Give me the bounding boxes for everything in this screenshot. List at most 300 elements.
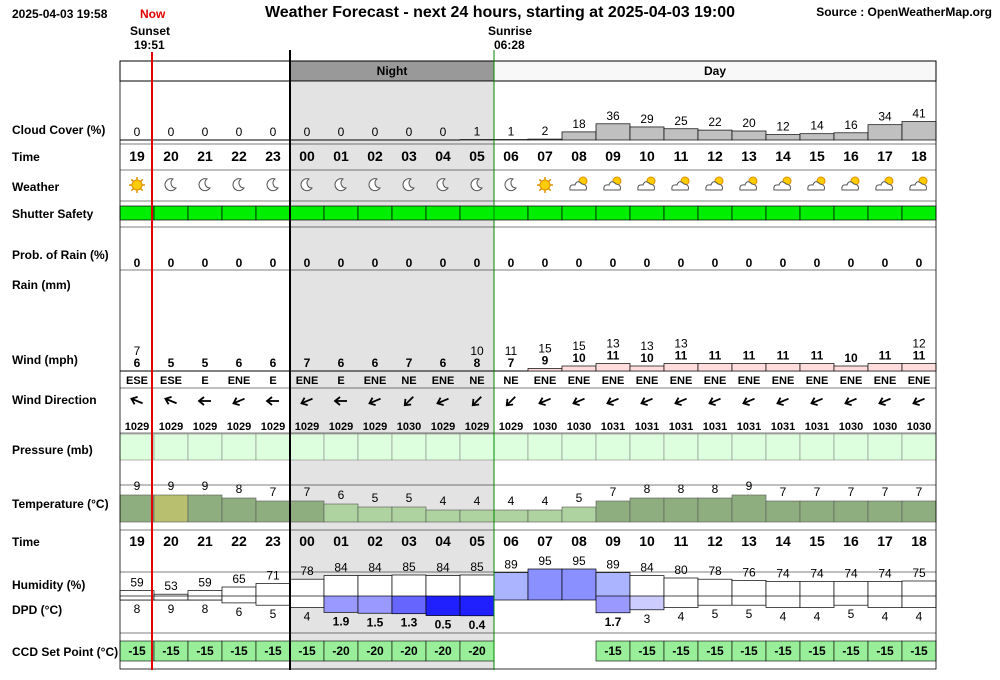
shutter-cell — [290, 206, 324, 220]
wind-speed-value: 11 — [606, 348, 620, 363]
pressure-value: 1031 — [634, 421, 660, 433]
cloud-value: 16 — [844, 117, 858, 132]
wind-arrow-icon — [507, 397, 515, 405]
humidity-value: 76 — [742, 565, 756, 580]
dpd-bar — [154, 596, 188, 600]
humidity-value: 78 — [300, 564, 314, 579]
moon-icon — [267, 179, 278, 191]
temperature-value: 4 — [541, 494, 549, 508]
prob-rain-value: 0 — [813, 256, 821, 270]
time-label: 13 — [741, 148, 757, 164]
dpd-bar — [902, 596, 936, 608]
pressure-cell — [324, 434, 358, 460]
humidity-value: 53 — [164, 579, 178, 594]
wind-dir-label: E — [201, 375, 209, 387]
time-label: 04 — [435, 533, 451, 549]
pressure-cell — [630, 434, 664, 460]
temperature-bar — [460, 510, 494, 522]
time-label: 13 — [741, 533, 757, 549]
shutter-cell — [902, 206, 936, 220]
wind-arrow-icon — [845, 398, 856, 405]
cloud-value: 20 — [742, 116, 756, 130]
temperature-bar — [630, 498, 664, 522]
dpd-bar — [834, 596, 868, 605]
pressure-value: 1031 — [804, 421, 830, 433]
pressure-value: 1031 — [600, 421, 626, 433]
dpd-bar — [256, 596, 290, 605]
wind-arrow-icon — [777, 398, 788, 405]
partly-cloudy-icon — [876, 177, 893, 190]
prob-rain-value: 0 — [439, 256, 447, 270]
temperature-bar — [800, 501, 834, 522]
pressure-value: 1031 — [702, 421, 728, 433]
time-label: 14 — [775, 533, 791, 549]
wind-dir-label: ENE — [907, 375, 931, 387]
temperature-value: 7 — [303, 485, 311, 499]
pressure-value: 1029 — [430, 421, 456, 433]
humidity-value: 71 — [266, 568, 280, 583]
shutter-cell — [188, 206, 222, 220]
dpd-value: 1.7 — [604, 614, 622, 629]
cloud-value: 0 — [439, 125, 447, 139]
shutter-cell — [732, 206, 766, 220]
ccd-value: -15 — [672, 644, 690, 658]
wind-speed-value: 8 — [473, 356, 481, 370]
partly-cloudy-icon — [570, 177, 587, 190]
time-label: 21 — [197, 148, 213, 164]
temperature-value: 4 — [473, 494, 481, 508]
dpd-value: 0.4 — [468, 617, 486, 632]
ccd-value: -20 — [332, 644, 350, 658]
row-label-dpd: DPD (°C) — [12, 603, 63, 617]
cloud-value: 1 — [473, 124, 481, 139]
sunrise-time: 06:28 — [494, 38, 525, 52]
time-label: 22 — [231, 148, 247, 164]
temperature-value: 7 — [609, 485, 617, 499]
shutter-cell — [800, 206, 834, 220]
prob-rain-value: 0 — [881, 256, 889, 270]
temperature-value: 4 — [439, 494, 447, 508]
pressure-cell — [290, 434, 324, 460]
dpd-value: 1.9 — [332, 614, 350, 629]
temperature-bar — [256, 501, 290, 522]
pressure-cell — [732, 434, 766, 460]
wind-speed-value: 6 — [235, 356, 243, 370]
wind-dir-label: ENE — [431, 375, 455, 387]
row-label-ccd: CCD Set Point (°C) — [12, 645, 119, 659]
dpd-value: 1.5 — [366, 615, 384, 630]
wind-speed-value: 6 — [439, 356, 447, 370]
ccd-value: -20 — [468, 644, 486, 658]
ccd-value: -15 — [740, 644, 758, 658]
prob-rain-value: 0 — [473, 256, 481, 270]
wind-gust-value: 12 — [912, 336, 926, 351]
ccd-value: -15 — [842, 644, 860, 658]
pressure-cell — [698, 434, 732, 460]
wind-gust-value: 13 — [606, 336, 620, 351]
wind-arrow-icon — [811, 398, 822, 405]
temperature-value: 7 — [813, 485, 821, 499]
temperature-bar — [596, 501, 630, 522]
wind-bar — [902, 364, 936, 372]
shutter-cell — [562, 206, 596, 220]
wind-dir-label: ENE — [567, 375, 591, 387]
dpd-value: 5 — [847, 607, 855, 622]
cloud-bar — [630, 127, 664, 140]
pressure-value: 1029 — [192, 421, 218, 433]
cloud-value: 0 — [405, 125, 413, 139]
cloud-bar — [528, 139, 562, 140]
prob-rain-value: 0 — [269, 256, 277, 270]
wind-bar — [800, 364, 834, 372]
ccd-value: -15 — [196, 644, 214, 658]
dpd-bar — [698, 596, 732, 605]
shutter-cell — [120, 206, 154, 220]
moon-icon — [233, 179, 244, 191]
pressure-cell — [766, 434, 800, 460]
shutter-cell — [154, 206, 188, 220]
partly-cloudy-icon — [910, 177, 927, 190]
dpd-bar — [596, 596, 630, 613]
temperature-value: 5 — [405, 491, 413, 505]
time-label: 00 — [299, 533, 315, 549]
prob-rain-value: 0 — [643, 256, 651, 270]
cloud-value: 41 — [912, 106, 926, 121]
wind-dir-label: ESE — [159, 375, 183, 387]
pressure-value: 1030 — [532, 421, 558, 433]
partly-cloudy-icon — [808, 177, 825, 190]
dpd-value: 4 — [303, 609, 311, 624]
wind-arrow-icon — [199, 397, 211, 405]
pressure-cell — [664, 434, 698, 460]
shutter-cell — [528, 206, 562, 220]
pressure-cell — [868, 434, 902, 460]
shutter-cell — [596, 206, 630, 220]
humidity-value: 84 — [334, 560, 348, 575]
wind-dir-label: ENE — [669, 375, 693, 387]
dpd-bar — [392, 596, 426, 614]
wind-dir-label: ESE — [125, 375, 149, 387]
wind-arrow-icon — [607, 398, 618, 405]
wind-speed-value: 7 — [405, 356, 413, 370]
pressure-cell — [358, 434, 392, 460]
time-label: 06 — [503, 533, 519, 549]
dpd-value: 6 — [235, 604, 243, 619]
pressure-value: 1031 — [668, 421, 694, 433]
dpd-bar — [426, 596, 460, 616]
time-label: 21 — [197, 533, 213, 549]
prob-rain-value: 0 — [235, 256, 243, 270]
cloud-value: 1 — [507, 124, 515, 139]
wind-dir-label: E — [337, 375, 345, 387]
row-label-wind-dir: Wind Direction — [12, 393, 97, 407]
pressure-value: 1029 — [226, 421, 252, 433]
ccd-value: -15 — [128, 644, 146, 658]
temperature-bar — [528, 510, 562, 522]
temperature-value: 9 — [167, 479, 175, 493]
temperature-value: 7 — [915, 485, 923, 499]
wind-speed-value: 5 — [201, 356, 209, 370]
row-label-rain: Rain (mm) — [12, 278, 71, 292]
shutter-cell — [324, 206, 358, 220]
humidity-bar — [528, 569, 562, 600]
prob-rain-value: 0 — [133, 256, 141, 270]
time-label: 19 — [129, 148, 145, 164]
cloud-bar — [732, 131, 766, 140]
humidity-bar — [562, 569, 596, 600]
time-label: 14 — [775, 148, 791, 164]
wind-bar — [834, 366, 868, 371]
humidity-value: 95 — [572, 554, 586, 568]
partly-cloudy-icon — [740, 177, 757, 190]
ccd-value: -15 — [230, 644, 248, 658]
pressure-cell — [562, 434, 596, 460]
temperature-bar — [664, 498, 698, 522]
pressure-cell — [528, 434, 562, 460]
time-label: 22 — [231, 533, 247, 549]
sun-icon — [129, 177, 145, 193]
pressure-cell — [460, 434, 494, 460]
prob-rain-value: 0 — [711, 256, 719, 270]
pressure-value: 1030 — [566, 421, 592, 433]
pressure-value: 1030 — [906, 421, 932, 433]
shutter-cell — [222, 206, 256, 220]
pressure-cell — [596, 434, 630, 460]
cloud-value: 0 — [269, 125, 277, 139]
pressure-value: 1031 — [770, 421, 796, 433]
wind-arrow-icon — [165, 397, 176, 404]
time-label: 15 — [809, 533, 825, 549]
temperature-value: 8 — [711, 482, 719, 496]
wind-speed-value: 11 — [776, 348, 790, 363]
prob-rain-value: 0 — [405, 256, 413, 270]
cloud-bar — [766, 135, 800, 140]
now-label: Now — [140, 7, 166, 21]
partly-cloudy-icon — [706, 177, 723, 190]
cloud-value: 22 — [708, 115, 722, 130]
dpd-value: 8 — [201, 602, 209, 616]
shutter-cell — [868, 206, 902, 220]
dpd-value: 4 — [813, 609, 821, 624]
wind-speed-value: 10 — [844, 351, 858, 365]
wind-gust-value: 13 — [640, 339, 654, 353]
temperature-value: 4 — [507, 494, 515, 508]
cloud-bar — [596, 124, 630, 140]
time-label: 00 — [299, 148, 315, 164]
temperature-bar — [290, 501, 324, 522]
pressure-cell — [800, 434, 834, 460]
cloud-value: 0 — [167, 125, 175, 139]
prob-rain-value: 0 — [779, 256, 787, 270]
time-label: 08 — [571, 533, 587, 549]
ccd-value: -15 — [298, 644, 316, 658]
ccd-value: -15 — [808, 644, 826, 658]
temperature-value: 9 — [201, 479, 209, 493]
dpd-value: 0.5 — [434, 617, 452, 632]
shutter-cell — [426, 206, 460, 220]
dpd-value: 3 — [643, 611, 651, 626]
time-label: 08 — [571, 148, 587, 164]
dpd-bar — [766, 596, 800, 608]
time-label: 15 — [809, 148, 825, 164]
temperature-bar — [358, 507, 392, 522]
time-label: 16 — [843, 533, 859, 549]
time-label: 23 — [265, 148, 281, 164]
pressure-cell — [222, 434, 256, 460]
humidity-value: 74 — [844, 566, 858, 581]
timestamp: 2025-04-03 19:58 — [12, 7, 108, 21]
shutter-cell — [460, 206, 494, 220]
wind-speed-value: 6 — [337, 356, 345, 370]
humidity-value: 84 — [640, 560, 654, 575]
wind-dir-label: NE — [469, 375, 485, 387]
period-bar-evening — [120, 61, 290, 81]
time-label: 02 — [367, 533, 383, 549]
temperature-bar — [426, 510, 460, 522]
pressure-value: 1030 — [396, 421, 422, 433]
cloud-value: 18 — [572, 116, 586, 131]
period-label-night: Night — [376, 64, 408, 78]
cloud-value: 34 — [878, 109, 892, 124]
pressure-value: 1029 — [498, 421, 524, 433]
time-label: 02 — [367, 148, 383, 164]
pressure-cell — [426, 434, 460, 460]
row-label-humidity: Humidity (%) — [12, 578, 86, 592]
partly-cloudy-icon — [774, 177, 791, 190]
wind-arrow-icon — [675, 398, 686, 405]
dpd-bar — [290, 596, 324, 608]
temperature-bar — [392, 507, 426, 522]
shutter-cell — [494, 206, 528, 220]
ccd-value: -15 — [876, 644, 894, 658]
dpd-value: 4 — [915, 609, 923, 624]
dpd-bar — [664, 596, 698, 608]
cloud-value: 0 — [303, 125, 311, 139]
cloud-bar — [902, 122, 936, 140]
dpd-value: 4 — [779, 609, 787, 624]
time-label: 19 — [129, 533, 145, 549]
prob-rain-value: 0 — [915, 256, 923, 270]
pressure-value: 1030 — [838, 421, 864, 433]
temperature-bar — [562, 507, 596, 522]
wind-dir-label: ENE — [363, 375, 387, 387]
wind-arrow-icon — [879, 398, 890, 405]
temperature-value: 8 — [643, 482, 651, 496]
wind-gust-value: 10 — [470, 344, 484, 358]
time-label: 07 — [537, 148, 553, 164]
wind-gust-value: 11 — [504, 344, 518, 358]
time-label: 03 — [401, 148, 417, 164]
dpd-bar — [324, 596, 358, 612]
time-label: 10 — [639, 533, 655, 549]
cloud-value: 0 — [235, 125, 243, 139]
shutter-cell — [664, 206, 698, 220]
ccd-value: -20 — [400, 644, 418, 658]
pressure-value: 1029 — [362, 421, 388, 433]
humidity-value: 78 — [708, 564, 722, 579]
row-label-weather: Weather — [12, 180, 60, 194]
dpd-bar — [120, 596, 154, 600]
time-label: 05 — [469, 148, 485, 164]
cloud-bar — [800, 134, 834, 140]
prob-rain-value: 0 — [337, 256, 345, 270]
temperature-bar — [188, 495, 222, 522]
temperature-value: 7 — [881, 485, 889, 499]
wind-speed-value: 11 — [674, 348, 688, 363]
wind-arrow-icon — [233, 398, 244, 405]
wind-speed-value: 11 — [878, 348, 892, 363]
dpd-value: 9 — [167, 602, 175, 616]
pressure-cell — [902, 434, 936, 460]
temperature-value: 7 — [269, 485, 277, 499]
sunrise-label: Sunrise — [488, 24, 533, 38]
wind-gust-value: 15 — [572, 339, 586, 353]
humidity-value: 59 — [130, 575, 144, 590]
humidity-value: 89 — [504, 557, 518, 572]
wind-dir-label: NE — [503, 375, 519, 387]
pressure-cell — [834, 434, 868, 460]
ccd-value: -15 — [774, 644, 792, 658]
moon-icon — [199, 179, 210, 191]
pressure-cell — [188, 434, 222, 460]
wind-dir-label: ENE — [227, 375, 251, 387]
pressure-cell — [154, 434, 188, 460]
dpd-value: 5 — [269, 607, 277, 622]
ccd-value: -20 — [366, 644, 384, 658]
wind-dir-label: ENE — [533, 375, 557, 387]
wind-dir-label: E — [269, 375, 277, 387]
dpd-value: 8 — [133, 602, 141, 616]
temperature-value: 8 — [677, 482, 685, 496]
source-label: Source : OpenWeatherMap.org — [816, 5, 992, 19]
time-label: 10 — [639, 148, 655, 164]
wind-dir-label: ENE — [635, 375, 659, 387]
temperature-bar — [902, 501, 936, 522]
humidity-value: 85 — [402, 560, 416, 574]
time-label: 17 — [877, 148, 893, 164]
wind-arrow-icon — [573, 398, 584, 405]
time-label: 23 — [265, 533, 281, 549]
wind-speed-value: 11 — [708, 348, 722, 363]
ccd-value: -15 — [638, 644, 656, 658]
wind-dir-label: ENE — [737, 375, 761, 387]
pressure-cell — [392, 434, 426, 460]
partly-cloudy-icon — [672, 177, 689, 190]
dpd-value: 5 — [745, 607, 753, 622]
pressure-cell — [120, 434, 154, 460]
cloud-value: 0 — [337, 125, 345, 139]
partly-cloudy-icon — [604, 177, 621, 190]
pressure-cell — [494, 434, 528, 460]
temperature-value: 6 — [337, 488, 345, 502]
wind-bar — [528, 369, 562, 372]
wind-arrow-icon — [913, 398, 924, 405]
wind-bar — [630, 366, 664, 371]
prob-rain-value: 0 — [303, 256, 311, 270]
wind-dir-label: ENE — [839, 375, 863, 387]
row-label-time2: Time — [12, 535, 40, 549]
sun-icon — [537, 177, 553, 193]
row-label-wind: Wind (mph) — [12, 353, 78, 367]
wind-speed-value: 10 — [572, 351, 586, 365]
temperature-bar — [868, 501, 902, 522]
shutter-cell — [834, 206, 868, 220]
ccd-value: -15 — [162, 644, 180, 658]
wind-dir-label: ENE — [873, 375, 897, 387]
wind-dir-label: ENE — [601, 375, 625, 387]
period-label-day: Day — [703, 64, 727, 78]
time-label: 18 — [911, 533, 927, 549]
